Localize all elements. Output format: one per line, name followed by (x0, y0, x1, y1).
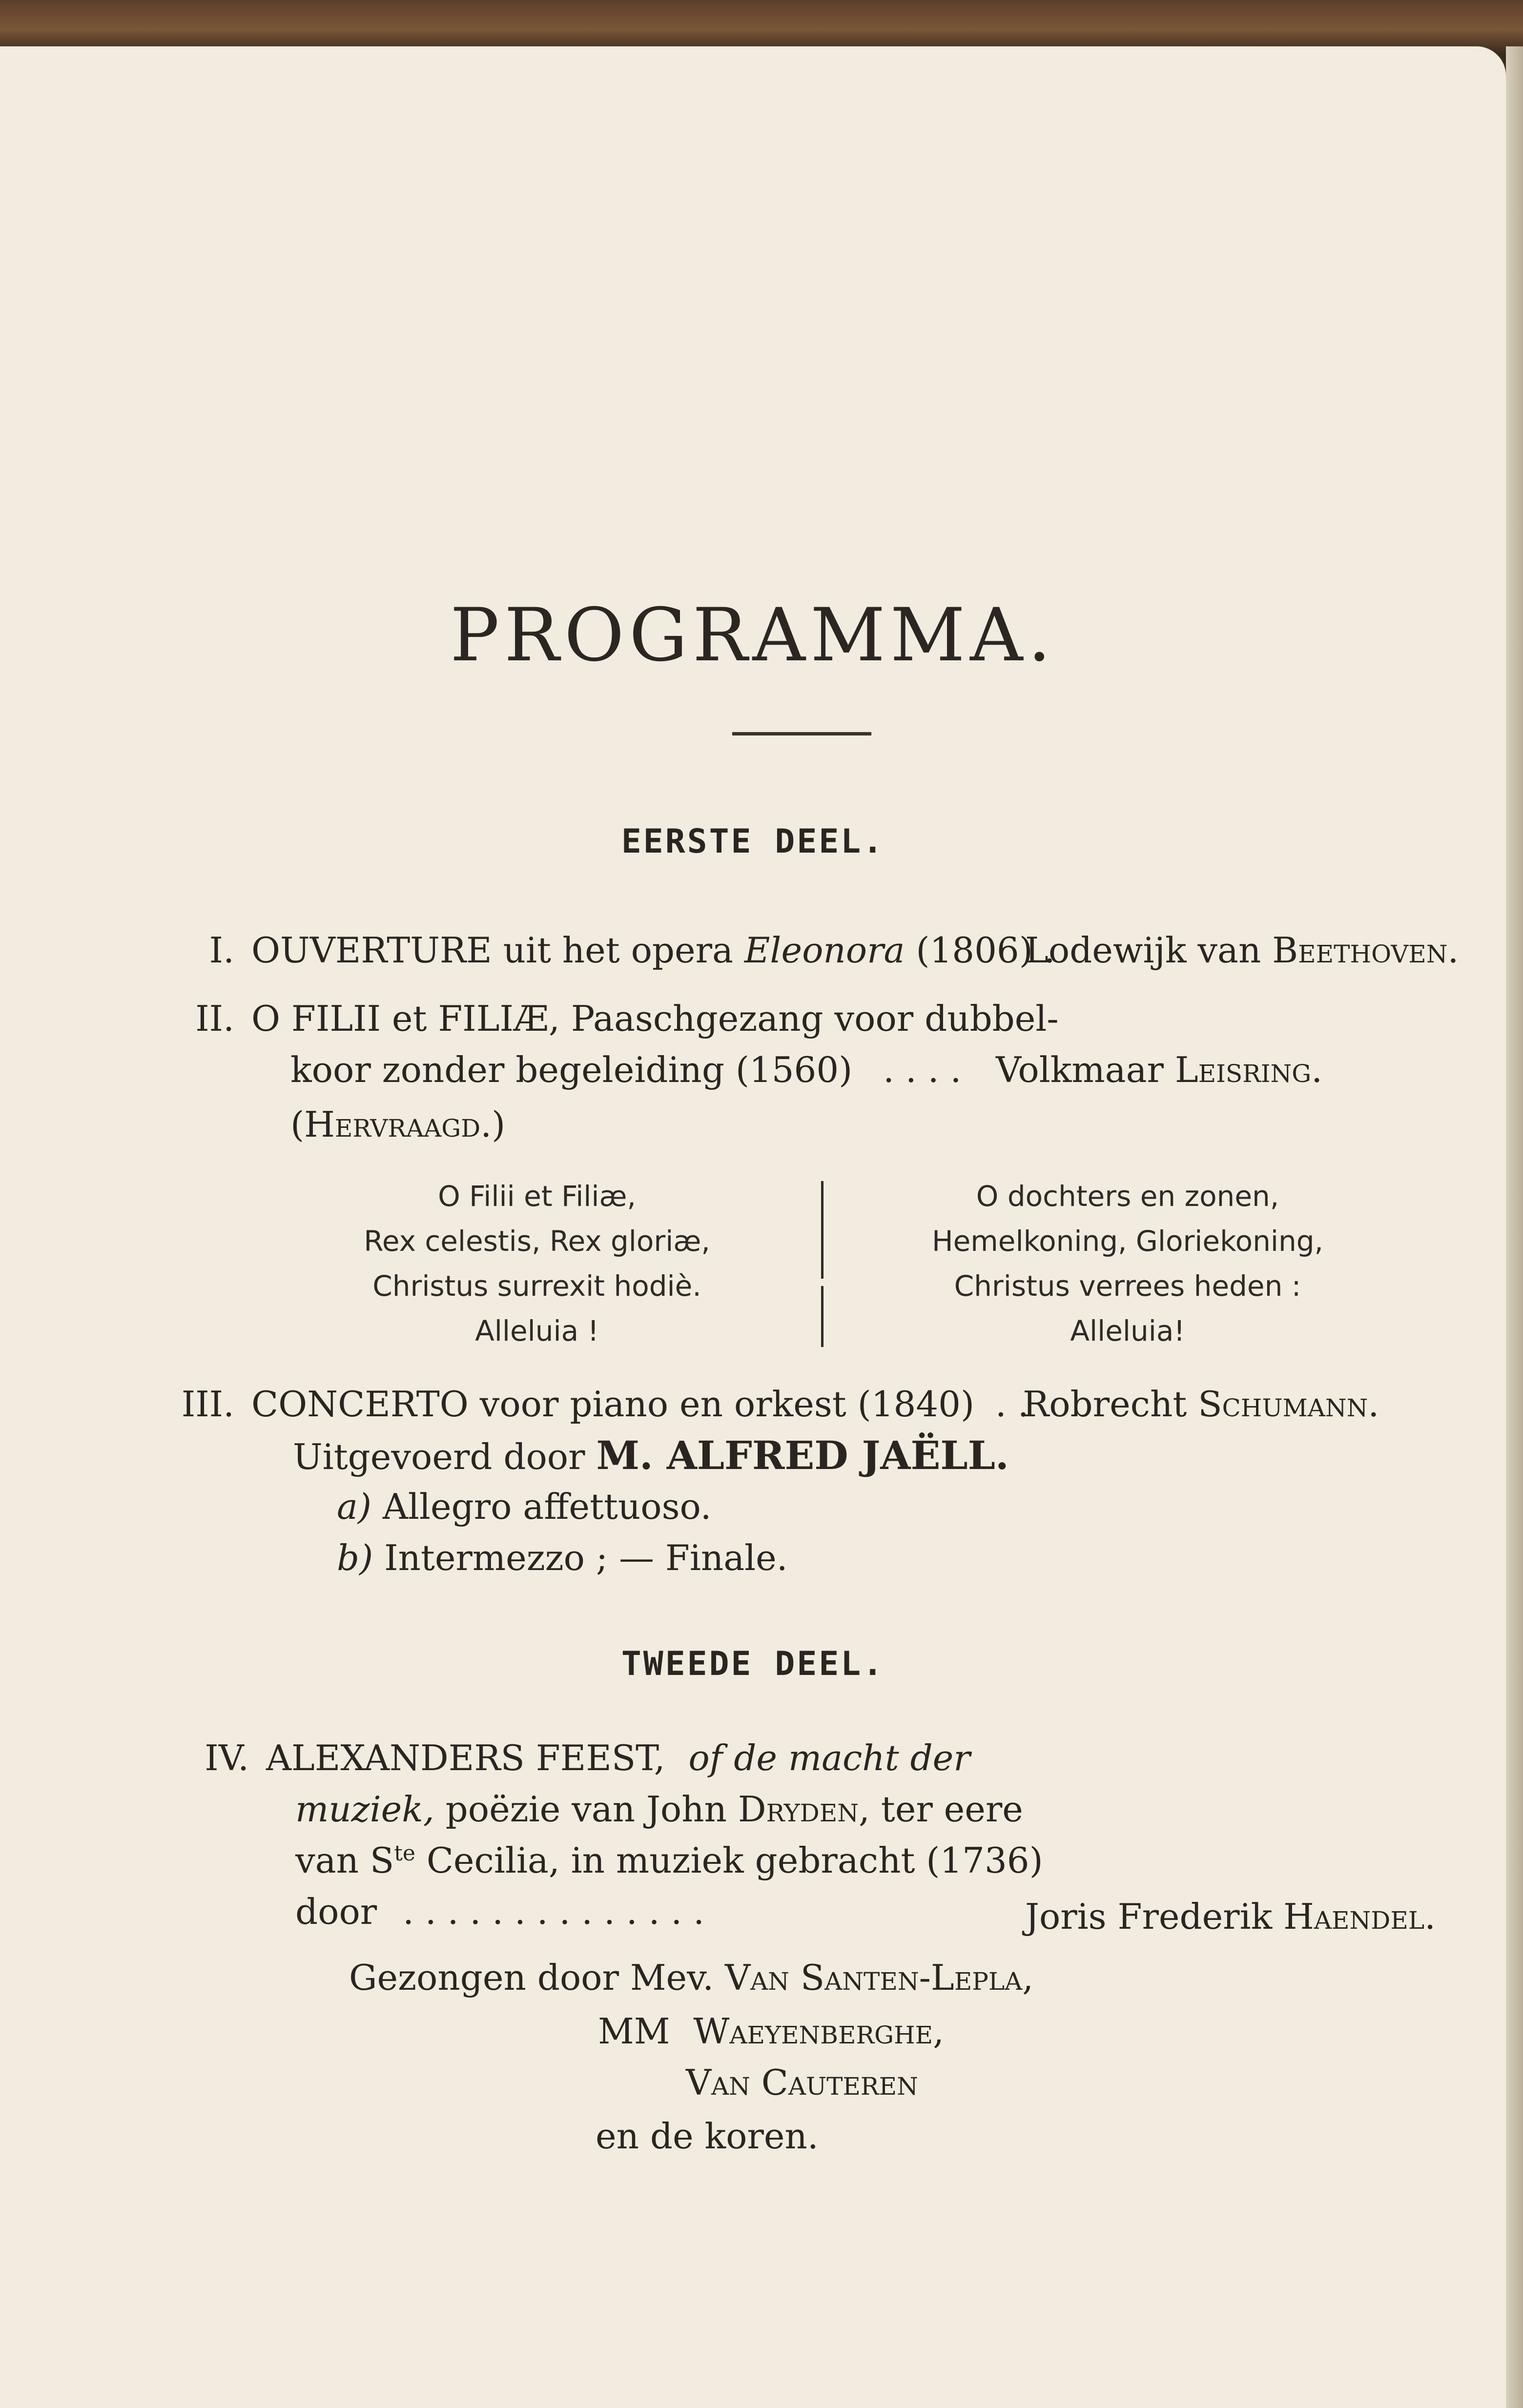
item1-year: (1806) . (916, 930, 1055, 971)
item1-composer-first: Lodewijk van (1025, 930, 1261, 971)
item4-line4-text: door (295, 1891, 377, 1932)
item2-composer (996, 1049, 1322, 1090)
item4-singer1: Van Santen-Lepla, (725, 1957, 1034, 1998)
item2-note: (Hervraagd.) (290, 1104, 506, 1145)
item4-singer2: Waeyenberghe, (693, 2011, 945, 2052)
item4-line2 (295, 1789, 1023, 1830)
movement-text: Allegro affettuoso. (382, 1486, 712, 1527)
item3-composer (1023, 1384, 1379, 1425)
movement-mark: a) (337, 1486, 372, 1527)
item3-dots: . . (995, 1384, 1029, 1425)
item4-mm: MM (598, 2011, 670, 2052)
lyrics-divider (821, 1181, 823, 1279)
item4-composer-first: Joris Frederik (1025, 1896, 1273, 1937)
lyrics-latin-line: Alleluia ! (475, 1314, 599, 1347)
lyrics-latin-line: Christus surrexit hodiè. (372, 1269, 701, 1303)
item4-line3 (295, 1840, 1043, 1881)
item3-performed (293, 1432, 1009, 1478)
item3-line1-text: CONCERTO voor piano en orkest (1840) (251, 1384, 975, 1425)
lyrics-dutch-line: O dochters en zonen, (976, 1180, 1279, 1213)
item4-line1-b: of de macht der (688, 1737, 970, 1778)
item1-line (251, 930, 1055, 971)
item2-composer-first: Volkmaar (996, 1049, 1164, 1090)
item4-line3-a: van S (295, 1840, 394, 1881)
lyrics-latin-line: O Filii et Filiæ, (438, 1180, 636, 1213)
item3-line1 (251, 1384, 1029, 1425)
item2-number: II. (195, 998, 234, 1039)
item4-singer3: Van Cauteren (686, 2062, 918, 2103)
page-title: PROGRAMMA. (450, 593, 1056, 678)
item4-sung-by-text: Gezongen door Mev. (349, 1957, 714, 1998)
item1-text: OUVERTURE uit het opera (251, 930, 733, 971)
item4-composer (1025, 1896, 1436, 1937)
item2-line2-text: koor zonder begeleiding (1560) (290, 1049, 853, 1090)
item3-composer-last: Schumann. (1198, 1384, 1379, 1425)
item2-composer-last: Leisring. (1174, 1049, 1323, 1090)
item3-composer-first: Robrecht (1023, 1384, 1187, 1425)
part1-heading: EERSTE DEEL. (621, 822, 885, 861)
movement-text: Intermezzo ; — Finale. (384, 1537, 788, 1578)
page-edge (1506, 46, 1523, 2408)
item3-performed-by: Uitgevoerd door (293, 1436, 585, 1477)
lyrics-dutch-line: Alleluia! (1070, 1314, 1185, 1347)
part2-heading: TWEEDE DEEL. (621, 1645, 885, 1683)
lyrics-dutch-line: Christus verrees heden : (954, 1269, 1301, 1303)
lyrics-latin (283, 1174, 791, 1353)
item2-dots: . . . . (883, 1049, 962, 1090)
item4-line1-a: ALEXANDERS FEEST, (266, 1737, 665, 1778)
item4-line3-b: Cecilia, in muziek gebracht (1736) (426, 1840, 1043, 1881)
item1-work: Eleonora (744, 930, 905, 971)
lyrics-divider (821, 1286, 823, 1347)
item4-line2-b: ter eere (881, 1789, 1023, 1830)
item4-dots: . . . . . . . . . . . . . . (403, 1891, 705, 1932)
item3-number: III. (181, 1384, 234, 1425)
item4-number: IV. (205, 1737, 249, 1778)
item3-performer: M. ALFRED JAËLL. (596, 1432, 1009, 1478)
movement-mark: b) (337, 1537, 373, 1578)
lyrics-latin-line: Rex celestis, Rex gloriæ, (364, 1224, 710, 1258)
item4-choirs: en de koren. (596, 2116, 819, 2157)
item3-movement-a (337, 1486, 712, 1527)
book-top-edge (0, 0, 1523, 54)
item4-line2-a: poëzie van John (445, 1789, 727, 1830)
title-rule (732, 732, 871, 735)
item3-movement-b (337, 1537, 788, 1578)
lyrics-dutch-line: Hemelkoning, Gloriekoning, (931, 1224, 1323, 1258)
item1-number: I. (209, 930, 234, 971)
item4-line1 (266, 1737, 970, 1778)
item4-sung-by (349, 1957, 1033, 1998)
item4-line2-name: Dryden, (738, 1789, 870, 1830)
item2-line2 (290, 1049, 961, 1090)
item1-composer (1025, 930, 1459, 971)
item4-composer-last: Haendel. (1283, 1896, 1436, 1937)
item4-line4 (295, 1891, 704, 1932)
item4-line2-italic: muziek, (295, 1789, 434, 1830)
lyrics-dutch (849, 1174, 1406, 1353)
item4-line3-sup: te (394, 1841, 415, 1866)
item2-line1: O FILII et FILIÆ, Paaschgezang voor dubbel- (251, 998, 1059, 1039)
item4-mm-line (598, 2011, 944, 2052)
item1-composer-last: Beethoven. (1272, 930, 1459, 971)
